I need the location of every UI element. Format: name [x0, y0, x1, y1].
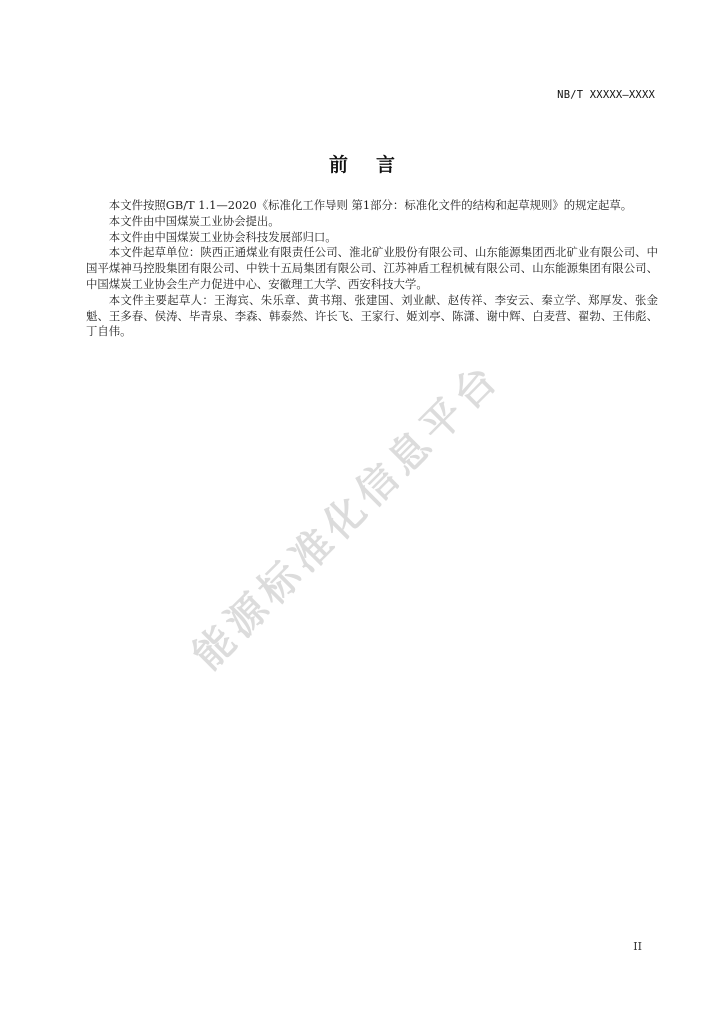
paragraph-drafting-rules: 本文件按照GB/T 1.1—2020《标准化工作导则 第1部分：标准化文件的结构和起草规则》的规定起草。 — [108, 198, 633, 212]
standard-code-header: NB/T XXXXX—XXXX — [557, 89, 655, 101]
paragraph-centralized-unit: 本文件由中国煤炭工业协会科技发展部归口。 — [108, 229, 337, 244]
page-number: II — [633, 940, 642, 953]
paragraph-proposer: 本文件由中国煤炭工业协会提出。 — [108, 213, 280, 228]
watermark-text: 能源标准化信息平台 — [184, 353, 510, 679]
paragraph-main-drafters: 本文件主要起草人：王海宾、朱乐章、黄书翔、张建国、刘业献、赵传祥、李安云、秦立学、郑厚发、张金魁、王多春、侯涛、毕青泉、李森、韩泰然、许长飞、王家行、姬刘亭、陈潇、谢中辉、白麦营、翟勃、王伟彪、丁自伟。 — [86, 292, 658, 339]
foreword-body — [86, 198, 658, 340]
paragraph-drafting-units: 本文件起草单位：陕西正通煤业有限责任公司、淮北矿业股份有限公司、山东能源集团西北矿业有限公司、中国平煤神马控股集团有限公司、中铁十五局集团有限公司、江苏神盾工程机械有限公司、山东能源集团有限公司、中国煤炭工业协会生产力促进中心、安徽理工大学、西安科技大学。 — [86, 245, 658, 291]
page-title: 前言 — [328, 154, 423, 176]
